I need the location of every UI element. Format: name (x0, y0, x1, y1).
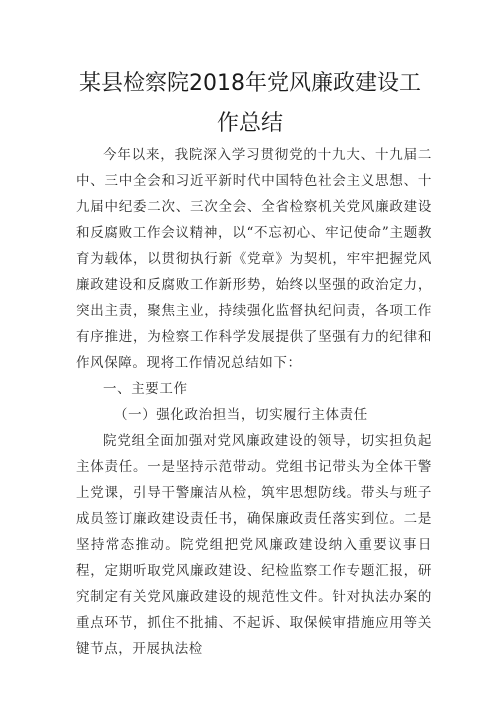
document-title-line-1: 某县检察院2018年党风廉政建设工 (79, 71, 421, 96)
document-title-line-2: 作总结 (216, 111, 283, 136)
section-heading-main-work: 一、主要工作 (103, 381, 188, 397)
body-paragraph-party-leadership: 院党组全面加强对党风廉政建设的领导，切实担负起主体责任。一是坚持示范带动。党组书记带头为全体干警上党课，引导干警廉洁从检，筑牢思想防线。带头与班子成员签订廉政建设责任书，确保廉政责任落实到位。二是坚持常态推动。院党组把党风廉政建设纳入重要议事日程，定期听取党风廉政建设、纪检监察工作专题汇报，研究制定有关党风廉政建设的规范性文件。针对执法办案的重点环节，抓住不批捕、不起诉、取保候审措施应用等关键节点，开展执法检 (76, 433, 432, 657)
intro-paragraph: 今年以来，我院深入学习贯彻党的十九大、十九届二中、三中全会和习近平新时代中国特色社会主义思想、十九届中纪委二次、三次全会、全省检察机关党风廉政建设和反腐败工作会议精神，以“不忘初心、牢记使命”主题教育为载体，以贯彻执行新《党章》为契机，牢牢把握党风廉政建设和反腐败工作新形势，始终以坚强的政治定力，突出主责，聚焦主业，持续强化监督执纪问责，各项工作有序推进，为检察工作科学发展提供了坚强有力的纪律和作风保障。现将工作情况总结如下： (76, 147, 432, 371)
subsection-heading-political-responsibility: （一）强化政治担当，切实履行主体责任 (114, 407, 368, 423)
